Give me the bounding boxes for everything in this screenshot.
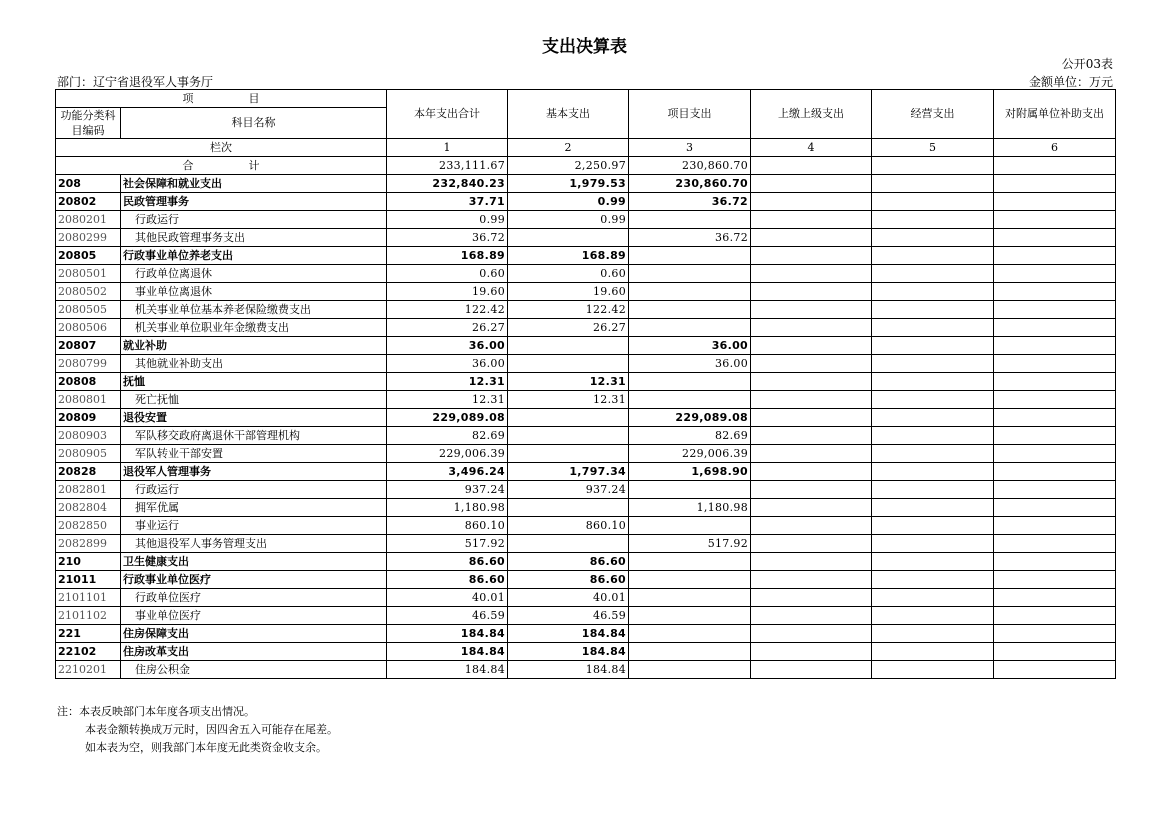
subject-name: 住房保障支出 — [121, 625, 387, 643]
table-row — [56, 229, 1116, 247]
amount-cell — [751, 193, 872, 211]
func-code: 2082899 — [56, 535, 121, 553]
amount-cell: 229,006.39 — [387, 445, 508, 463]
subject-name: 拥军优属 — [121, 499, 387, 517]
amount-cell: 1,180.98 — [629, 499, 751, 517]
amount-cell — [508, 355, 629, 373]
table-row — [56, 355, 1116, 373]
amount-cell: 12.31 — [508, 391, 629, 409]
func-code: 2080501 — [56, 265, 121, 283]
amount-cell — [872, 445, 994, 463]
amount-cell — [994, 427, 1116, 445]
amount-cell — [629, 481, 751, 499]
amount-cell — [872, 229, 994, 247]
amount-cell — [994, 229, 1116, 247]
table-row — [56, 247, 1116, 265]
amount-cell — [751, 391, 872, 409]
amount-cell — [872, 211, 994, 229]
lanci-num-1: 1 — [387, 139, 508, 157]
amount-cell — [629, 373, 751, 391]
amount-cell — [872, 607, 994, 625]
amount-cell: 517.92 — [629, 535, 751, 553]
amount-cell: 184.84 — [508, 643, 629, 661]
amount-cell — [872, 265, 994, 283]
amount-cell — [872, 571, 994, 589]
amount-cell — [994, 607, 1116, 625]
amount-cell — [508, 229, 629, 247]
amount-cell — [751, 319, 872, 337]
subject-name: 抚恤 — [121, 373, 387, 391]
amount-cell — [751, 409, 872, 427]
subject-name: 民政管理事务 — [121, 193, 387, 211]
subject-name: 机关事业单位职业年金缴费支出 — [121, 319, 387, 337]
lanci-label: 栏次 — [56, 139, 387, 157]
amount-cell — [629, 571, 751, 589]
amount-cell: 168.89 — [508, 247, 629, 265]
amount-cell: 12.31 — [387, 391, 508, 409]
amount-cell — [872, 355, 994, 373]
func-code: 20809 — [56, 409, 121, 427]
table-row — [56, 283, 1116, 301]
table-row — [56, 193, 1116, 211]
amount-cell — [994, 463, 1116, 481]
subject-name: 机关事业单位基本养老保险缴费支出 — [121, 301, 387, 319]
table-row — [56, 265, 1116, 283]
amount-cell: 0.60 — [508, 265, 629, 283]
amount-cell — [751, 589, 872, 607]
amount-cell — [994, 301, 1116, 319]
table-row — [56, 589, 1116, 607]
table-row — [56, 571, 1116, 589]
amount-cell: 184.84 — [508, 661, 629, 679]
amount-cell: 26.27 — [387, 319, 508, 337]
header-col-5: 经营支出 — [872, 90, 994, 139]
table-row — [56, 661, 1116, 679]
department-label: 部门：辽宁省退役军人事务厅 — [57, 75, 214, 89]
amount-cell — [872, 517, 994, 535]
table-row — [56, 643, 1116, 661]
amount-cell: 86.60 — [508, 571, 629, 589]
func-code: 2080505 — [56, 301, 121, 319]
amount-cell — [994, 535, 1116, 553]
func-code: 210 — [56, 553, 121, 571]
amount-cell: 46.59 — [508, 607, 629, 625]
amount-cell — [751, 265, 872, 283]
amount-cell: 1,797.34 — [508, 463, 629, 481]
amount-cell: 86.60 — [387, 553, 508, 571]
subject-name: 其他退役军人事务管理支出 — [121, 535, 387, 553]
header-item: 项 目 — [56, 90, 387, 108]
amount-cell — [751, 445, 872, 463]
func-code: 20807 — [56, 337, 121, 355]
table-row — [56, 481, 1116, 499]
amount-cell — [994, 445, 1116, 463]
amount-cell: 40.01 — [508, 589, 629, 607]
amount-cell: 232,840.23 — [387, 175, 508, 193]
amount-cell: 3,496.24 — [387, 463, 508, 481]
amount-cell — [872, 391, 994, 409]
header-col-2: 基本支出 — [508, 90, 629, 139]
amount-cell — [629, 283, 751, 301]
amount-cell — [994, 337, 1116, 355]
amount-cell — [751, 283, 872, 301]
table-row — [56, 499, 1116, 517]
report-title: 支出决算表 — [542, 37, 627, 57]
amount-cell — [872, 409, 994, 427]
table-row — [56, 445, 1116, 463]
subject-name: 行政单位医疗 — [121, 589, 387, 607]
amount-cell: 1,979.53 — [508, 175, 629, 193]
table-row — [56, 607, 1116, 625]
amount-cell: 122.42 — [387, 301, 508, 319]
amount-cell — [994, 283, 1116, 301]
subject-name: 其他就业补助支出 — [121, 355, 387, 373]
subject-name: 行政运行 — [121, 211, 387, 229]
amount-cell: 860.10 — [508, 517, 629, 535]
amount-cell — [629, 301, 751, 319]
table-row — [56, 211, 1116, 229]
amount-cell — [994, 643, 1116, 661]
amount-unit-label: 金额单位：万元 — [1028, 75, 1113, 89]
amount-cell — [751, 463, 872, 481]
table-row — [56, 463, 1116, 481]
amount-cell — [994, 625, 1116, 643]
amount-cell — [629, 517, 751, 535]
amount-cell — [629, 211, 751, 229]
lanci-num-4: 4 — [751, 139, 872, 157]
amount-cell: 36.00 — [629, 355, 751, 373]
amount-cell — [629, 553, 751, 571]
func-code: 208 — [56, 175, 121, 193]
func-code: 20808 — [56, 373, 121, 391]
table-row — [56, 535, 1116, 553]
amount-cell — [994, 499, 1116, 517]
table-row — [56, 427, 1116, 445]
amount-cell — [994, 571, 1116, 589]
amount-cell: 937.24 — [387, 481, 508, 499]
amount-cell — [629, 265, 751, 283]
amount-cell — [508, 445, 629, 463]
subject-name: 事业运行 — [121, 517, 387, 535]
amount-cell — [994, 589, 1116, 607]
amount-cell — [629, 643, 751, 661]
table-row — [56, 409, 1116, 427]
subject-name: 军队移交政府离退休干部管理机构 — [121, 427, 387, 445]
amount-cell — [751, 607, 872, 625]
amount-cell — [994, 193, 1116, 211]
subject-name: 卫生健康支出 — [121, 553, 387, 571]
total-value: 230,860.70 — [629, 157, 751, 175]
amount-cell — [508, 535, 629, 553]
table-row — [56, 553, 1116, 571]
total-label: 合 计 — [56, 157, 387, 175]
amount-cell — [751, 535, 872, 553]
amount-cell — [872, 247, 994, 265]
subject-name: 行政事业单位养老支出 — [121, 247, 387, 265]
func-code: 2080801 — [56, 391, 121, 409]
func-code: 2080903 — [56, 427, 121, 445]
amount-cell — [751, 355, 872, 373]
func-code: 2080799 — [56, 355, 121, 373]
amount-cell: 36.72 — [629, 193, 751, 211]
amount-cell: 1,698.90 — [629, 463, 751, 481]
amount-cell: 122.42 — [508, 301, 629, 319]
amount-cell — [872, 535, 994, 553]
amount-cell — [751, 427, 872, 445]
subject-name: 行政事业单位医疗 — [121, 571, 387, 589]
amount-cell: 36.72 — [387, 229, 508, 247]
subject-name: 行政运行 — [121, 481, 387, 499]
table-row — [56, 625, 1116, 643]
func-code: 2082801 — [56, 481, 121, 499]
total-value — [872, 157, 994, 175]
amount-cell: 0.99 — [508, 211, 629, 229]
amount-cell: 19.60 — [387, 283, 508, 301]
func-code: 2080502 — [56, 283, 121, 301]
amount-cell: 82.69 — [387, 427, 508, 445]
header-col-3: 项目支出 — [629, 90, 751, 139]
amount-cell: 517.92 — [387, 535, 508, 553]
amount-cell — [751, 499, 872, 517]
amount-cell — [629, 589, 751, 607]
func-code: 221 — [56, 625, 121, 643]
amount-cell — [994, 355, 1116, 373]
amount-cell — [751, 643, 872, 661]
subject-name: 其他民政管理事务支出 — [121, 229, 387, 247]
amount-cell — [994, 391, 1116, 409]
amount-cell: 40.01 — [387, 589, 508, 607]
subject-name: 行政单位离退休 — [121, 265, 387, 283]
amount-cell — [751, 247, 872, 265]
amount-cell — [751, 229, 872, 247]
table-row — [56, 319, 1116, 337]
subject-name: 住房公积金 — [121, 661, 387, 679]
notes — [57, 703, 338, 757]
amount-cell — [751, 373, 872, 391]
header-subject-name: 科目名称 — [121, 108, 387, 139]
table-row — [56, 175, 1116, 193]
amount-cell: 184.84 — [508, 625, 629, 643]
amount-cell — [751, 481, 872, 499]
func-code: 2080905 — [56, 445, 121, 463]
amount-cell: 229,089.08 — [387, 409, 508, 427]
form-number: 公开03表 — [1061, 57, 1113, 71]
amount-cell: 36.72 — [629, 229, 751, 247]
subject-name: 就业补助 — [121, 337, 387, 355]
amount-cell — [872, 643, 994, 661]
amount-cell — [994, 211, 1116, 229]
amount-cell — [872, 553, 994, 571]
amount-cell: 184.84 — [387, 661, 508, 679]
lanci-num-2: 2 — [508, 139, 629, 157]
amount-cell — [751, 625, 872, 643]
amount-cell — [872, 625, 994, 643]
func-code: 20802 — [56, 193, 121, 211]
amount-cell: 937.24 — [508, 481, 629, 499]
amount-cell — [508, 499, 629, 517]
total-value — [751, 157, 872, 175]
amount-cell — [751, 517, 872, 535]
amount-cell: 82.69 — [629, 427, 751, 445]
total-value: 233,111.67 — [387, 157, 508, 175]
amount-cell — [751, 175, 872, 193]
subject-name: 社会保障和就业支出 — [121, 175, 387, 193]
amount-cell — [872, 481, 994, 499]
func-code: 2101101 — [56, 589, 121, 607]
amount-cell — [872, 193, 994, 211]
amount-cell: 1,180.98 — [387, 499, 508, 517]
amount-cell: 0.60 — [387, 265, 508, 283]
table-row — [56, 373, 1116, 391]
lanci-num-3: 3 — [629, 139, 751, 157]
amount-cell: 19.60 — [508, 283, 629, 301]
expenditure-table — [55, 89, 1116, 679]
lanci-num-6: 6 — [994, 139, 1116, 157]
amount-cell: 86.60 — [387, 571, 508, 589]
subject-name: 事业单位离退休 — [121, 283, 387, 301]
func-code: 21011 — [56, 571, 121, 589]
amount-cell — [872, 301, 994, 319]
amount-cell — [872, 319, 994, 337]
func-code: 20828 — [56, 463, 121, 481]
func-code: 22102 — [56, 643, 121, 661]
amount-cell: 46.59 — [387, 607, 508, 625]
amount-cell: 36.00 — [387, 355, 508, 373]
amount-cell — [629, 247, 751, 265]
func-code: 2101102 — [56, 607, 121, 625]
amount-cell — [872, 589, 994, 607]
func-code: 2210201 — [56, 661, 121, 679]
amount-cell — [629, 391, 751, 409]
amount-cell — [994, 517, 1116, 535]
header-col-1: 本年支出合计 — [387, 90, 508, 139]
amount-cell: 229,089.08 — [629, 409, 751, 427]
amount-cell — [508, 427, 629, 445]
amount-cell — [994, 265, 1116, 283]
note-line: 注：本表反映部门本年度各项支出情况。 — [57, 705, 255, 718]
amount-cell: 36.00 — [629, 337, 751, 355]
total-value — [994, 157, 1116, 175]
note-line: 本表金额转换成万元时，因四舍五入可能存在尾差。 — [85, 723, 338, 736]
amount-cell — [751, 211, 872, 229]
amount-cell — [629, 607, 751, 625]
amount-cell — [872, 373, 994, 391]
amount-cell — [629, 661, 751, 679]
header-col-6: 对附属单位补助支出 — [994, 90, 1116, 139]
func-code: 2080201 — [56, 211, 121, 229]
amount-cell — [994, 247, 1116, 265]
amount-cell — [629, 319, 751, 337]
amount-cell — [872, 661, 994, 679]
amount-cell — [872, 427, 994, 445]
header-col-4: 上缴上级支出 — [751, 90, 872, 139]
amount-cell — [751, 337, 872, 355]
func-code: 2082850 — [56, 517, 121, 535]
amount-cell — [751, 571, 872, 589]
amount-cell — [872, 337, 994, 355]
amount-cell — [751, 301, 872, 319]
amount-cell — [994, 319, 1116, 337]
table-row — [56, 337, 1116, 355]
amount-cell — [994, 661, 1116, 679]
amount-cell: 86.60 — [508, 553, 629, 571]
amount-cell: 0.99 — [508, 193, 629, 211]
amount-cell — [994, 373, 1116, 391]
amount-cell — [994, 553, 1116, 571]
subject-name: 退役安置 — [121, 409, 387, 427]
amount-cell: 229,006.39 — [629, 445, 751, 463]
amount-cell — [508, 409, 629, 427]
amount-cell: 184.84 — [387, 625, 508, 643]
subject-name: 事业单位医疗 — [121, 607, 387, 625]
note-line: 如本表为空，则我部门本年度无此类资金收支余。 — [85, 741, 327, 754]
header-func-code: 功能分类科目编码 — [56, 108, 121, 139]
amount-cell — [629, 625, 751, 643]
amount-cell: 184.84 — [387, 643, 508, 661]
func-code: 2082804 — [56, 499, 121, 517]
amount-cell: 860.10 — [387, 517, 508, 535]
lanci-num-5: 5 — [872, 139, 994, 157]
amount-cell: 12.31 — [387, 373, 508, 391]
amount-cell — [994, 481, 1116, 499]
amount-cell: 12.31 — [508, 373, 629, 391]
amount-cell: 0.99 — [387, 211, 508, 229]
subject-name: 退役军人管理事务 — [121, 463, 387, 481]
table-row — [56, 301, 1116, 319]
amount-cell — [872, 283, 994, 301]
amount-cell — [994, 175, 1116, 193]
amount-cell: 26.27 — [508, 319, 629, 337]
amount-cell — [508, 337, 629, 355]
table-row — [56, 517, 1116, 535]
subject-name: 死亡抚恤 — [121, 391, 387, 409]
amount-cell — [872, 499, 994, 517]
table-row — [56, 391, 1116, 409]
amount-cell — [872, 463, 994, 481]
func-code: 2080506 — [56, 319, 121, 337]
amount-cell — [751, 661, 872, 679]
amount-cell — [751, 553, 872, 571]
total-value: 2,250.97 — [508, 157, 629, 175]
subject-name: 住房改革支出 — [121, 643, 387, 661]
subject-name: 军队转业干部安置 — [121, 445, 387, 463]
amount-cell: 36.00 — [387, 337, 508, 355]
amount-cell: 230,860.70 — [629, 175, 751, 193]
amount-cell — [994, 409, 1116, 427]
amount-cell: 168.89 — [387, 247, 508, 265]
amount-cell — [872, 175, 994, 193]
amount-cell: 37.71 — [387, 193, 508, 211]
func-code: 2080299 — [56, 229, 121, 247]
func-code: 20805 — [56, 247, 121, 265]
